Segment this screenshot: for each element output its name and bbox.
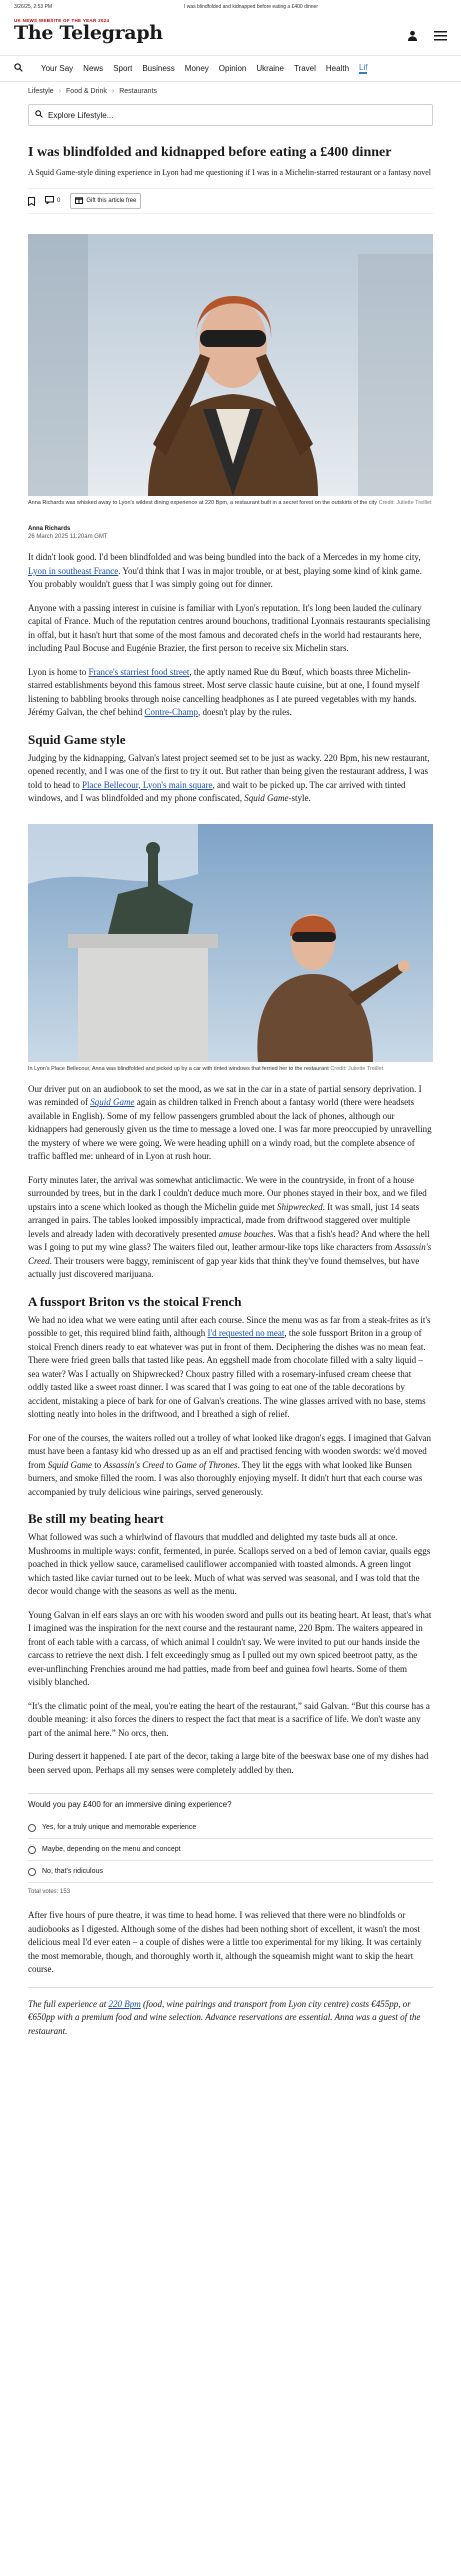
- explore-label: Explore Lifestyle...: [48, 110, 114, 120]
- poll-votes: Total votes: 153: [28, 1889, 71, 1895]
- search-icon[interactable]: [14, 63, 23, 75]
- subheading: A fussport Briton vs the stoical French: [28, 1293, 242, 1309]
- publish-date: 26 March 2025 11:20am GMT: [28, 534, 108, 540]
- link-squid-game[interactable]: [90, 1097, 134, 1107]
- text: We had no idea what we were eating until after each course. Since the menu was as far from a steak-frites as it's possible to get, this required blind faith, although: [28, 1314, 431, 1338]
- comment-count: 0: [57, 198, 61, 204]
- nav-item-news[interactable]: News: [83, 64, 104, 73]
- comment-icon: [45, 196, 54, 206]
- text: Squid Game: [90, 1097, 135, 1107]
- paragraph: [28, 1174, 433, 1282]
- text: Lyon is home to: [28, 666, 89, 677]
- paragraph: Anyone with a passing interest in cuisine is familiar with Lyon's reputation. It's long been lauded the culinary capital of France. Much of the reputation centres around bouchons, traditional Lyonnais restaurants specialising in offal, but it hasn't hurt that some of the most famous and decorated chefs in the world had restaurants here, including Paul Bocuse and Eugénie Brazier, the first person to receive six Michelin stars.: [28, 602, 431, 653]
- poll-option[interactable]: [28, 1861, 433, 1883]
- nav-item-ukraine[interactable]: Ukraine: [256, 64, 284, 73]
- text: It didn't look good. I'd been blindfolded and was being bundled into the back of a Mercedes in my home city,: [28, 552, 421, 562]
- text: , doesn't play by the rules.: [197, 707, 292, 717]
- text: For one of the courses, the waiters rolled out a trolley of what looked like dragon's eggs. I imagined that Galvan must have been a fantasy kid who dressed up as an elf and practised fencing with wooden swords: we'd moved from: [28, 1432, 432, 1470]
- paragraph: [28, 1432, 433, 1500]
- text: amuse bouches: [218, 1228, 274, 1239]
- paragraph: After five hours of pure theatre, it was time to head home. I was relieved that there were no blindfolds or audiobooks as I digested. Although some of the dishes had been nothing short of excellent, it wasn't the most delicious meal I'd ever eaten – a couple of dishes were a little too experimental for my liking. It was certainly the most memorable, though, and thoroughly worth it, although the squeamish might want to skip the heart course.: [28, 1910, 422, 1974]
- nav-item-opinion[interactable]: Opinion: [218, 64, 247, 73]
- telegraph-logo[interactable]: The Telegraph: [14, 22, 163, 44]
- award-kicker: UK NEWS WEBSITE OF THE YEAR 2024: [14, 18, 110, 23]
- poll-option[interactable]: [28, 1817, 433, 1839]
- text: Squid Game: [244, 793, 289, 803]
- paragraph: [28, 666, 433, 720]
- paragraph: What followed was such a whirlwind of flavours that muddled and delighted my taste buds all at once. Mushrooms in multiple ways: confit, fermented, in purée. Scallops served on a bed of lemon caviar, quails eggs poached in thick yellow sauce, caramelised cauliflower accompanied with toasted almonds. A green lingot which tasted like caviar turned out to be leek. Much of what was served was seasonal, and I was told that the decor would change with the seasons as well as the menu.: [28, 1532, 431, 1596]
- print-doc-title: I was blindfolded and kidnapped before eating a £400 dinner: [184, 4, 318, 10]
- paragraph: [28, 551, 433, 592]
- subheading: Squid Game style: [28, 731, 126, 747]
- author-name[interactable]: Anna Richards: [28, 526, 71, 532]
- print-header: [0, 0, 461, 14]
- text: The full experience at: [28, 1998, 109, 2009]
- search-icon: [35, 110, 43, 120]
- text: (food, wine pairings and transport from Lyon city centre) costs €455pp, or €650pp with a premium food and wine selection. Advance reservations are essential. Anna was a guest of the restaurant.: [28, 1998, 421, 2036]
- chevron-right-icon: ›: [58, 87, 62, 95]
- link-lyon[interactable]: Lyon in southeast France: [28, 565, 119, 576]
- byline: [28, 525, 433, 541]
- article: [0, 144, 461, 2038]
- text: , the sole fussport Briton in a group of stoical French diners ready to eat whatever was put in front of them. Deciphering the dishes was no mean feat. There were fried green balls that tasted like peas. An eggshell made from chocolate filled with a salty liquid – sea water? Was I actually on Shipwrecked? Choux pastry filled with a rosemary-infused cream cheese that oddly tasted like a sweet roast dinner. I was scared that I was going to eat one of the table decorations by accident, mistaking a piece of bark for one of Galvan's creations. The wine glasses arrived with no base, stems slotting neatly into holes in the driftwood, and I breathed a sigh of relief.: [28, 1328, 426, 1419]
- masthead-actions: [405, 18, 447, 42]
- chevron-right-icon: ›: [111, 87, 115, 95]
- text: again as children talked in French about a fantasy world (there were headsets available in English). Some of my fellow passengers grumbled about the lack of phones, although our kidnappers had generously given us the time to message a loved one. I was far more preoccupied by unravelling the mystery of where we were going. We were heading uphill on a windy road, but the complete absence of traffic baffled me: unheard of in Lyon at rush hour.: [28, 1097, 432, 1161]
- gift-icon: [75, 196, 83, 206]
- link-220-bpm[interactable]: 220 Bpm: [108, 1998, 141, 2009]
- paragraph: [28, 1083, 433, 1164]
- nav-item-your-say[interactable]: Your Say: [41, 64, 74, 73]
- text: , the aptly named Rue du Bœuf, which boasts three Michelin-starred establishments beyond this famous street. Most serve classic haute cuisine, but at one, I found myself listening to babbling brooks through noise cancelling headphones as I ate pureed vegetables with my hands. Jérémy Galvan, the chef behind: [28, 666, 420, 717]
- text: Assassin's Creed: [103, 1459, 164, 1470]
- print-datetime: 3/26/25, 2:53 PM: [14, 4, 53, 10]
- hero-photo: [28, 234, 433, 507]
- radio-icon[interactable]: [28, 1868, 36, 1876]
- comments-button[interactable]: [45, 196, 60, 206]
- caption-credit: Credit: Juliette Treillet: [378, 500, 432, 506]
- text: -style.: [288, 793, 311, 803]
- link-requested-no-meat[interactable]: I'd requested no meat: [207, 1328, 285, 1338]
- headline: I was blindfolded and kidnapped before eating a £400 dinner: [28, 145, 392, 160]
- text: , and wait to be picked up. The car arrived with tinted windows, and I was blindfolded and my phone confiscated,: [28, 779, 406, 803]
- hamburger-icon[interactable]: [433, 28, 447, 42]
- breadcrumb-lifestyle[interactable]: Lifestyle: [28, 87, 54, 95]
- poll-option-label: No, that's ridiculous: [42, 1868, 103, 1875]
- paragraph: Young Galvan in elf ears slays an orc with his wooden sword and pulls out its beating heart. At least, that's what I imagined was the inspiration for the next course and the restaurant name, 220 Bpm. The waiters appeared in front of each table with a carcass, of which animal I couldn't say. We were invited to put our hands inside the carcass to retrieve the next dish. I felt exceedingly smug as I pulled out my own spiced beetroot patty, as the ever-unflinching Frenchies around me had patties, made from beef and guinea fowl hearts. Some of them visibly blanched.: [28, 1609, 432, 1687]
- text: Forty minutes later, the arrival was somewhat anticlimactic. We were in the countryside, in front of a house surrounded by trees, but in the dark I couldn't deduce much more. Our phones stayed in their box, and we filed upstairs into a scene which looked as though the Michelin guide met: [28, 1174, 427, 1212]
- text: Squid Game: [47, 1459, 92, 1470]
- gift-article-button[interactable]: [70, 193, 141, 209]
- bookmark-icon[interactable]: [28, 197, 35, 206]
- paragraph: [28, 752, 433, 806]
- text: Assassin's Creed: [28, 1242, 432, 1266]
- article-toolbar: [28, 188, 433, 214]
- link-place-bellecour[interactable]: Place Bellecour, Lyon's main square: [82, 779, 213, 790]
- text: Our driver put on an audiobook to set the mood, as we sat in the car in a state of partial sensory deprivation. I was reminded of: [28, 1083, 422, 1107]
- breadcrumb-food-drink[interactable]: Food & Drink: [66, 87, 107, 95]
- breadcrumb: [0, 82, 461, 100]
- text: . They lit the eggs with what looked like Bunsen burners, and smoke filled the room. I was also thoroughly enjoying myself. It didn't hurt that each course was accompanied by truly delicious wine pairings, served generously.: [28, 1459, 423, 1497]
- text: to: [92, 1459, 104, 1470]
- hero-photo-caption: [28, 500, 433, 507]
- bellecour-photo-image: [28, 824, 433, 1062]
- nav-item-lifestyle[interactable]: Lif: [359, 63, 368, 72]
- paragraph: “It's the climatic point of the meal, you're eating the heart of the restaurant,” said Galvan. “But this course has a double meaning: it also forces the diners to respect the fact that meat is a sacrifice of life. We don't waste any part of the animal here.” No orcs, then.: [28, 1700, 430, 1738]
- text: . You'd think that I was in major trouble, or at best, playing some kind of kink game. You probably wouldn't guess that I was simply going out for dinner.: [28, 565, 422, 589]
- caption-credit: Credit: Juliette Treillet: [330, 1065, 384, 1072]
- standfirst: A Squid Game-style dining experience in Lyon had me questioning if I was in a Michelin-starred restaurant or a fantasy novel: [28, 168, 431, 177]
- text: . Was that a fish's head? And where the hell was I going to put my wine glass? The waiters filed out, leather armour-like tops like characters from: [28, 1228, 430, 1252]
- poll-option[interactable]: [28, 1839, 433, 1861]
- nav-item-sport[interactable]: Sport: [113, 64, 133, 73]
- caption-text: Anna Richards was whisked away to Lyon's wildest dining experience at 220 Bpm, a restaurant built in a secret forest on the outskirts of the city: [28, 500, 378, 506]
- poll-option-label: Yes, for a truly unique and memorable experience: [42, 1824, 197, 1831]
- radio-icon[interactable]: [28, 1846, 36, 1854]
- nav-item-travel[interactable]: Travel: [293, 64, 316, 73]
- nav-item-money[interactable]: Money: [184, 64, 209, 73]
- caption-text: In Lyon's Place Bellecour, Anna was blindfolded and picked up by a car with tinted windows that ferried her to the restaurant: [28, 1065, 329, 1072]
- article-body: [28, 551, 433, 2038]
- bellecour-photo: [28, 824, 433, 1073]
- text: to: [163, 1459, 176, 1470]
- gift-label: Gift this article free: [86, 198, 137, 204]
- text: Game of Thrones: [175, 1459, 238, 1470]
- user-icon[interactable]: [405, 28, 419, 42]
- nav-item-health[interactable]: Health: [325, 64, 350, 73]
- hero-photo-image: [28, 234, 433, 496]
- link-starriest-food-street[interactable]: France's starriest food street: [88, 666, 190, 677]
- link-contre-champ[interactable]: Contre-Champ: [144, 707, 198, 717]
- nav-item-business[interactable]: Business: [142, 64, 175, 73]
- explore-search-input[interactable]: [28, 104, 433, 126]
- subheading: Be still my beating heart: [28, 1511, 164, 1526]
- breadcrumb-restaurants[interactable]: Restaurants: [119, 87, 157, 95]
- radio-icon[interactable]: [28, 1824, 36, 1832]
- text: Shipwrecked: [276, 1201, 323, 1212]
- bellecour-photo-caption: [28, 1066, 433, 1073]
- poll-option-label: Maybe, depending on the menu and concept: [42, 1846, 181, 1853]
- section-nav: [0, 56, 461, 82]
- footer-note: [28, 1987, 433, 2039]
- text: . Their trousers were baggy, reminiscent of gap year kids that think they've found themselves, but have actually just discovered marijuana.: [28, 1255, 420, 1279]
- brand[interactable]: [14, 18, 163, 43]
- masthead: [0, 14, 461, 56]
- reader-poll: [28, 1793, 433, 1895]
- paragraph: During dessert it happened. I ate part of the decor, taking a large bite of the beeswax base one of my dishes had been served upon. Perhaps all my senses were completely addled by then.: [28, 1751, 429, 1775]
- text: Judging by the kidnapping, Galvan's latest project seemed set to be just as wacky. 220 Bpm, his new restaurant, opened recently, and I was one of the first to try it out. But rather than being given the restaurant address, I was told to head to: [28, 752, 430, 790]
- poll-question: Would you pay £400 for an immersive dining experience?: [28, 1800, 232, 1809]
- paragraph: [28, 1314, 433, 1422]
- text: . It was small, just 14 seats arranged in pairs. The tables looked impossibly impractical, made from driftwood staggered over multiple levels and already laden with decoratively presented: [28, 1201, 420, 1239]
